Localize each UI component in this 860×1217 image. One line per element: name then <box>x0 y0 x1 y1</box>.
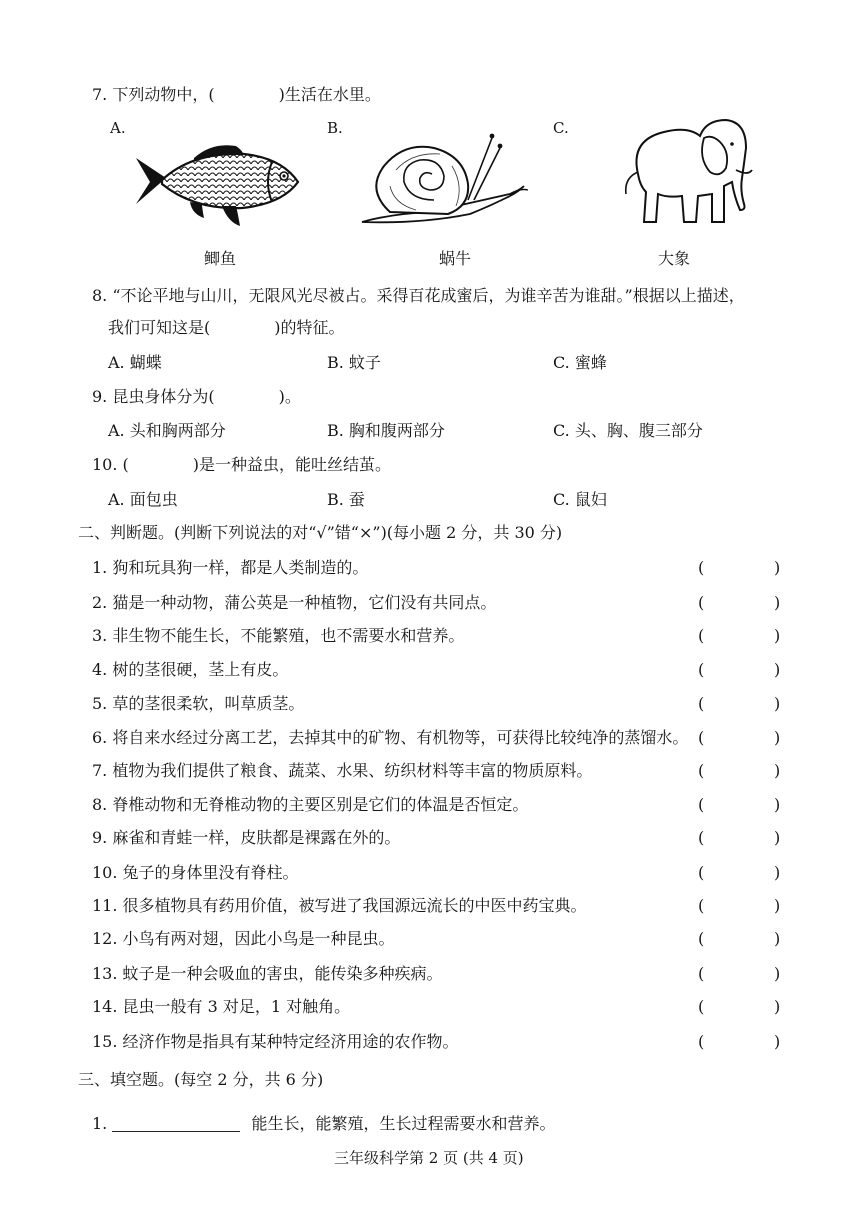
section3-heading: 三、填空题。(每空 2 分，共 6 分) <box>78 1070 324 1089</box>
answer-paren-open[interactable]: ( <box>698 694 705 713</box>
snail-icon <box>360 130 532 228</box>
judgement-statement: 2. 猫是一种动物，蒲公英是一种植物，它们没有共同点。 <box>92 593 497 612</box>
q10-stem: 10. ( )是一种益虫，能吐丝结茧。 <box>92 455 392 474</box>
answer-paren-close: ) <box>774 863 781 882</box>
fill-blank-question-1 <box>92 1116 555 1132</box>
judgement-statement: 8. 脊椎动物和无脊椎动物的主要区别是它们的体温是否恒定。 <box>92 795 529 814</box>
q7-caption-c: 大象 <box>658 249 691 268</box>
q9-option-a: A. 头和胸两部分 <box>108 421 226 440</box>
answer-paren-close: ) <box>774 593 781 612</box>
q10-option-a: A. 面包虫 <box>108 490 178 509</box>
q8-stem-line2: 我们可知这是( )的特征。 <box>108 318 345 337</box>
q8-option-a: A. 蝴蝶 <box>108 353 162 372</box>
answer-paren-open[interactable]: ( <box>698 997 705 1016</box>
q8-stem-line1: 8. “不论平地与山川，无限风光尽被占。采得百花成蜜后，为谁辛苦为谁甜。”根据以上描述， <box>92 286 745 305</box>
q7-caption-b: 蜗牛 <box>439 249 472 268</box>
fill-question-number: 1. <box>92 1114 108 1133</box>
section2-heading: 二、判断题。(判断下列说法的对“√”错“×”)(每小题 2 分，共 30 分) <box>78 523 563 542</box>
judgement-statement: 15. 经济作物是指具有某种特定经济用途的农作物。 <box>92 1032 459 1051</box>
judgement-statement: 4. 树的茎很硬，茎上有皮。 <box>92 660 289 679</box>
answer-paren-open[interactable]: ( <box>698 863 705 882</box>
fill-question-text: 能生长，能繁殖，生长过程需要水和营养。 <box>251 1114 556 1133</box>
q7-option-c-letter: C. <box>553 119 569 137</box>
answer-paren-open[interactable]: ( <box>698 964 705 983</box>
q7-caption-a: 鲫鱼 <box>204 249 237 268</box>
judgement-statement: 5. 草的茎很柔软，叫草质茎。 <box>92 694 305 713</box>
answer-paren-open[interactable]: ( <box>698 828 705 847</box>
answer-paren-open[interactable]: ( <box>698 795 705 814</box>
judgement-statement: 1. 狗和玩具狗一样，都是人类制造的。 <box>92 558 369 577</box>
answer-paren-open[interactable]: ( <box>698 593 705 612</box>
answer-paren-close: ) <box>774 660 781 679</box>
answer-paren-close: ) <box>774 964 781 983</box>
q10-option-b: B. 蚕 <box>327 490 365 509</box>
elephant-icon <box>616 112 754 228</box>
answer-paren-open[interactable]: ( <box>698 626 705 645</box>
q10-option-c: C. 鼠妇 <box>553 490 607 509</box>
judgement-statement: 9. 麻雀和青蛙一样，皮肤都是裸露在外的。 <box>92 828 401 847</box>
answer-paren-close: ) <box>774 761 781 780</box>
q9-option-c: C. 头、胸、腹三部分 <box>553 421 703 440</box>
answer-paren-close: ) <box>774 558 781 577</box>
q9-stem: 9. 昆虫身体分为( )。 <box>92 387 301 406</box>
fish-icon <box>132 140 304 230</box>
q9-option-b: B. 胸和腹两部分 <box>327 421 445 440</box>
answer-paren-close: ) <box>774 694 781 713</box>
judgement-statement: 12. 小鸟有两对翅，因此小鸟是一种昆虫。 <box>92 929 395 948</box>
answer-paren-close: ) <box>774 828 781 847</box>
judgement-statement: 10. 兔子的身体里没有脊柱。 <box>92 863 299 882</box>
answer-blank[interactable] <box>112 1131 240 1132</box>
judgement-statement: 3. 非生物不能生长，不能繁殖，也不需要水和营养。 <box>92 626 465 645</box>
answer-paren-open[interactable]: ( <box>698 761 705 780</box>
q7-stem: 7. 下列动物中，( )生活在水里。 <box>92 85 381 104</box>
answer-paren-close: ) <box>774 896 781 915</box>
q8-option-c: C. 蜜蜂 <box>553 353 607 372</box>
answer-paren-open[interactable]: ( <box>698 728 705 747</box>
answer-paren-open[interactable]: ( <box>698 896 705 915</box>
answer-paren-close: ) <box>774 1032 781 1051</box>
judgement-statement: 13. 蚊子是一种会吸血的害虫，能传染多种疾病。 <box>92 964 443 983</box>
answer-paren-open[interactable]: ( <box>698 929 705 948</box>
answer-paren-open[interactable]: ( <box>698 558 705 577</box>
judgement-statement: 14. 昆虫一般有 3 对足，1 对触角。 <box>92 997 351 1016</box>
page-footer: 三年级科学第 2 页 (共 4 页) <box>334 1149 524 1167</box>
judgement-statement: 11. 很多植物具有药用价值，被写进了我国源远流长的中医中药宝典。 <box>92 896 587 915</box>
answer-paren-open[interactable]: ( <box>698 1032 705 1051</box>
answer-paren-close: ) <box>774 997 781 1016</box>
answer-paren-close: ) <box>774 626 781 645</box>
q8-option-b: B. 蚊子 <box>327 353 381 372</box>
judgement-statement: 6. 将自来水经过分离工艺，去掉其中的矿物、有机物等，可获得比较纯净的蒸馏水。 <box>92 728 689 747</box>
answer-paren-close: ) <box>774 929 781 948</box>
q7-option-b-letter: B. <box>327 119 343 137</box>
answer-paren-close: ) <box>774 728 781 747</box>
q7-option-a-letter: A. <box>110 119 126 137</box>
answer-paren-close: ) <box>774 795 781 814</box>
judgement-statement: 7. 植物为我们提供了粮食、蔬菜、水果、纺织材料等丰富的物质原料。 <box>92 761 593 780</box>
answer-paren-open[interactable]: ( <box>698 660 705 679</box>
